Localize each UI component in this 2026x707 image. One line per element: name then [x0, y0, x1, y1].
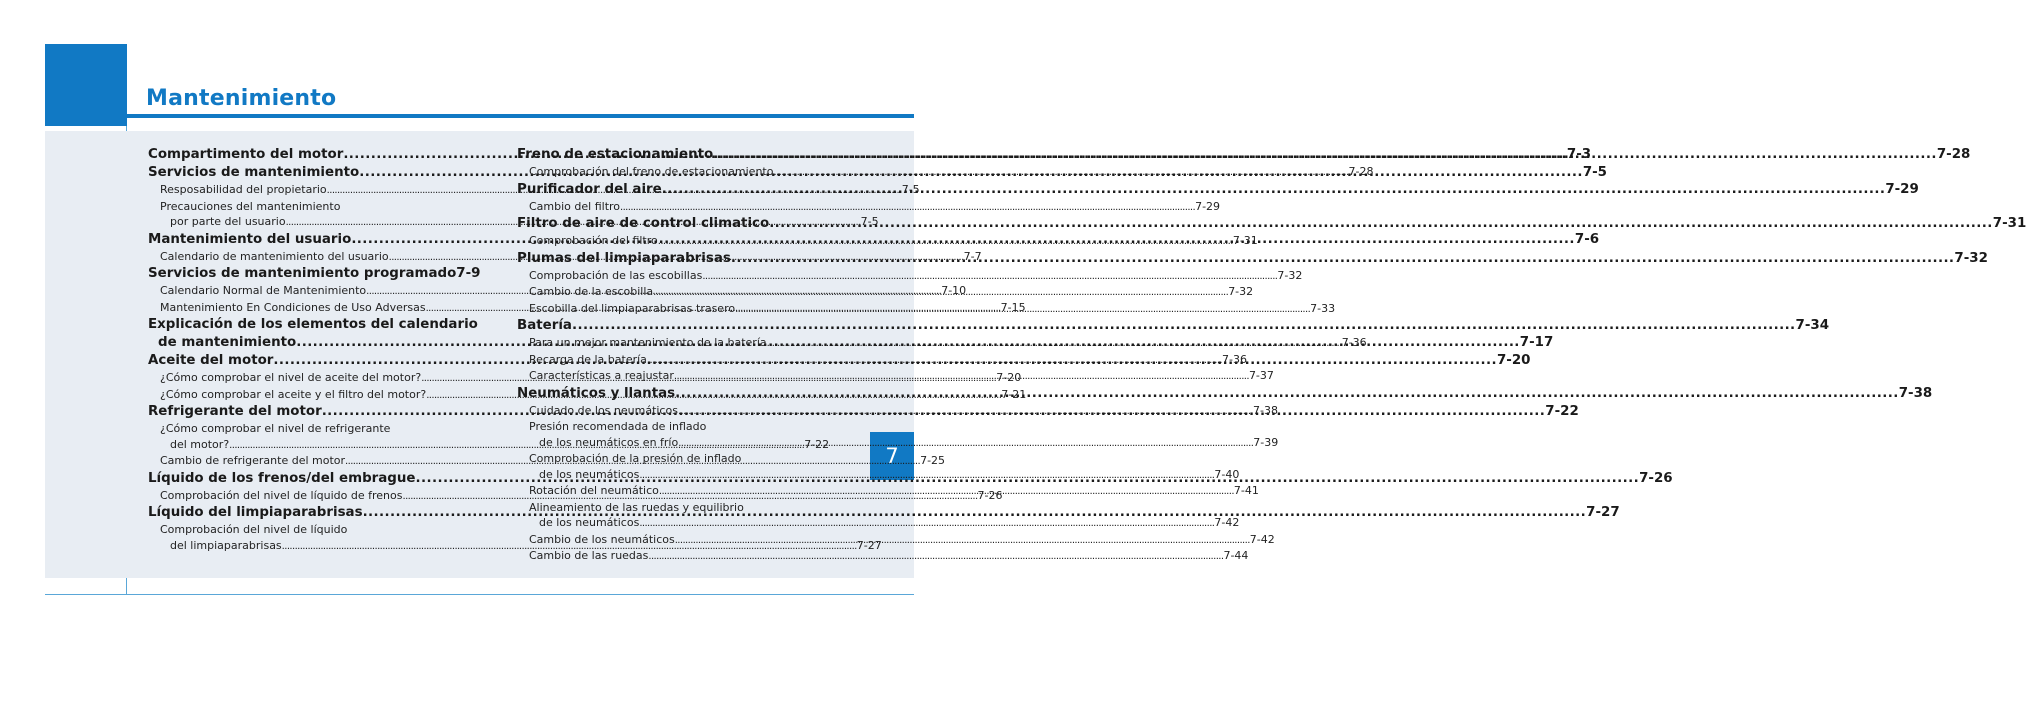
toc-entry-page: 7-31 [1992, 216, 2026, 231]
toc-entry-title: Comprobación del filtro [529, 234, 658, 247]
toc-entry-page: 7-42 [1214, 516, 1240, 529]
toc-entry-page: 7-10 [941, 284, 967, 297]
toc-entry-line: Explicación de los elementos del calendario [148, 317, 478, 332]
toc-entry-title: Freno de estacionamiento [517, 147, 714, 162]
toc-entry-title: Para un mejor mantenimiento de la batería [529, 336, 767, 349]
toc-entry-title: Comprobación del nivel de líquido de frenos [160, 488, 403, 502]
toc-entry-page: 7-37 [1248, 369, 1274, 382]
toc-entry-title: Líquido de los frenos/del embrague [148, 470, 416, 486]
toc-entry-page: 7-15 [1000, 300, 1026, 314]
toc-entry-title: de mantenimiento [158, 335, 297, 350]
toc-entry-title: Aceite del motor [148, 353, 274, 368]
toc-entry-title: ¿Cómo comprobar el aceite y el filtro del motor? [160, 387, 427, 401]
leader-dots [658, 234, 1233, 250]
toc-entry-title: Comprobación de las escobillas [529, 268, 703, 282]
toc-entry-title: Líquido del limpiaparabrisas [148, 505, 363, 520]
toc-subentry[interactable] [517, 548, 1249, 565]
leader-dots [639, 468, 1214, 484]
leader-dots [773, 165, 1348, 181]
toc-entry-page: 7-31 [1232, 234, 1258, 247]
toc-subentry-line: Precauciones del mantenimiento [160, 199, 341, 213]
toc-entry-page: 7-38 [1898, 385, 1933, 401]
toc-entry-title: Compartimento del motor [148, 147, 344, 162]
leader-dots [678, 436, 1253, 452]
bottom-rule [45, 594, 914, 595]
toc-entry-page: 7-29 [1195, 199, 1221, 213]
toc-entry-title: Cambio de los neumáticos [529, 532, 675, 546]
leader-dots [675, 533, 1250, 549]
toc-entry-title: de los neumáticos en frío [539, 435, 679, 449]
toc-subentry[interactable] [517, 403, 1278, 420]
toc-entry-title: Plumas del limpiaparabrisas [517, 250, 731, 266]
toc-subentry[interactable] [517, 199, 1221, 216]
leader-dots [647, 353, 1222, 369]
toc-entry-title: Resposabilidad del propietario [160, 183, 327, 196]
toc-entry-page: 7-44 [1223, 549, 1249, 562]
toc-entry-title: Calendario de mantenimiento del usuario [160, 249, 389, 263]
toc-entry-page: 7-22 [804, 437, 830, 451]
title-underline [127, 114, 914, 118]
toc-entry-title: de los neumáticos [539, 467, 640, 481]
toc-entry[interactable] [148, 265, 481, 283]
toc-entry-page: 7-29 [1885, 181, 1919, 197]
toc-entry-title: Cambio de la escobilla [529, 285, 654, 298]
toc-subentry-line: Comprobación de la presión de inflado [529, 452, 742, 465]
leader-dots [735, 302, 1310, 318]
leader-dots [713, 146, 1937, 164]
leader-dots [572, 317, 1796, 335]
toc-subentry-line: Alineamiento de las ruedas y equilibrio [529, 500, 744, 514]
toc-subentry[interactable] [517, 268, 1303, 285]
toc-subentry-line: ¿Cómo comprobar el nivel de refrigerante [160, 422, 391, 435]
leader-dots [767, 336, 1342, 352]
chapter-tab[interactable]: 7 [870, 432, 914, 480]
toc-entry-title: Servicios de mantenimiento [148, 165, 360, 180]
toc-entry-page: 7-28 [1936, 147, 1971, 162]
toc-entry-page: 7-33 [1310, 301, 1336, 315]
leader-dots [662, 181, 1886, 199]
toc-entry-title: del limpiaparabrisas [170, 538, 282, 552]
toc-entry-title: Recarga de la batería [529, 352, 647, 366]
toc-entry-page: 7-28 [1348, 165, 1374, 178]
toc-entry[interactable] [517, 317, 1830, 335]
leader-dots [639, 516, 1214, 532]
toc-subentry[interactable] [517, 467, 1240, 484]
toc-entry-title: por parte del usuario [170, 215, 286, 228]
toc-entry-title: Refrigerante del motor [148, 404, 322, 419]
toc-subentry[interactable] [517, 435, 1279, 452]
toc-subentry[interactable] [517, 335, 1367, 352]
toc-entry-page: 7-7 [963, 249, 982, 263]
toc-entry-page: 7-20 [1496, 353, 1531, 368]
toc-entry-page: 7-39 [1253, 435, 1279, 449]
toc-subentry-line: Comprobación del nivel de líquido [160, 523, 348, 536]
toc-entry-title: Características a reajustar [529, 369, 674, 382]
toc-entry-page: 7-32 [1228, 285, 1254, 298]
toc-entry-title: del motor? [170, 437, 230, 451]
toc-entry-title: Cuidado de los neumáticos [529, 403, 678, 417]
toc-entry-title: Cambio del filtro [529, 199, 621, 213]
toc-entry-page: 7-21 [1001, 387, 1027, 401]
toc-entry-title: Purificador del aire [517, 181, 662, 197]
leader-dots [678, 404, 1253, 420]
toc-entry-page: 7-27 [856, 538, 882, 552]
toc-entry-page: 7-27 [1586, 505, 1620, 520]
toc-entry-page: 7-22 [1545, 404, 1579, 419]
toc-subentry[interactable] [517, 164, 1374, 181]
toc-entry-title: Cambio de refrigerante del motor [160, 454, 346, 467]
toc-entry-page: 7-42 [1249, 532, 1275, 546]
leader-dots [674, 369, 1249, 385]
toc-entry-page: 7-36 [1221, 352, 1247, 366]
toc-subentry[interactable] [517, 515, 1240, 532]
toc-entry-title: Rotación del neumático [529, 484, 659, 497]
leader-dots [702, 269, 1277, 285]
toc-entry-page: 7-20 [996, 371, 1022, 384]
page-title: Mantenimiento [146, 86, 337, 111]
toc-subentry[interactable] [517, 352, 1247, 369]
toc-entry-title: Calendario Normal de Mantenimiento [160, 284, 367, 297]
toc-entry-title: Mantenimiento En Condiciones de Uso Adversas [160, 300, 426, 314]
leader-dots [769, 215, 1993, 233]
toc-entry-page: 7-40 [1214, 467, 1240, 481]
toc-entry-page: 7-41 [1233, 484, 1259, 497]
toc-subentry-line: Presión recomendada de inflado [529, 420, 707, 433]
toc-entry-page: 7-26 [977, 488, 1003, 502]
toc-entry-title: de los neumáticos [539, 516, 640, 529]
toc-entry-page: 7-26 [1639, 470, 1673, 486]
toc-entry-page: 7-6 [1574, 231, 1600, 247]
header-color-block [45, 44, 127, 126]
toc-entry-title: Batería [517, 318, 572, 333]
toc-entry-title: Escobilla del limpiaparabrisas trasero [529, 301, 736, 315]
leader-dots [620, 200, 1195, 216]
toc-entry-page: 7-3 [1566, 147, 1592, 162]
toc-entry-title: Neumáticos y llantas [517, 385, 676, 401]
toc-entry-page: 7-38 [1253, 403, 1278, 417]
toc-entry-page: 7-5 [901, 183, 920, 196]
toc-subentry[interactable] [517, 233, 1258, 250]
toc-entry-title: Servicios de mantenimiento programado [148, 266, 457, 281]
leader-dots [675, 385, 1899, 403]
toc-entry-title: Comprobación del freno de estacionamiento [529, 165, 774, 178]
toc-entry-page: 7-5 [860, 215, 879, 228]
leader-dots [648, 549, 1223, 565]
toc-entry-title: Mantenimiento del usuario [148, 231, 352, 247]
toc-entry-title: Filtro de aire de control climatico [517, 216, 770, 231]
toc-entry-page: 7-17 [1519, 335, 1554, 350]
toc-entry-title: ¿Cómo comprobar el nivel de aceite del motor? [160, 371, 422, 384]
toc-entry-page: 7-36 [1341, 336, 1367, 349]
leader-dots [731, 250, 1955, 268]
leader-dots [653, 285, 1228, 301]
toc-entry-page: 7-25 [920, 454, 946, 467]
toc-entry-page: 7-9 [456, 266, 481, 281]
toc-entry-title: Cambio de las ruedas [529, 549, 649, 562]
toc-entry-page: 7-32 [1954, 250, 1988, 266]
leader-dots [659, 484, 1234, 500]
toc-entry-page: 7-34 [1795, 318, 1830, 333]
toc-entry-page: 7-5 [1582, 165, 1608, 180]
toc-entry-page: 7-32 [1277, 268, 1303, 282]
